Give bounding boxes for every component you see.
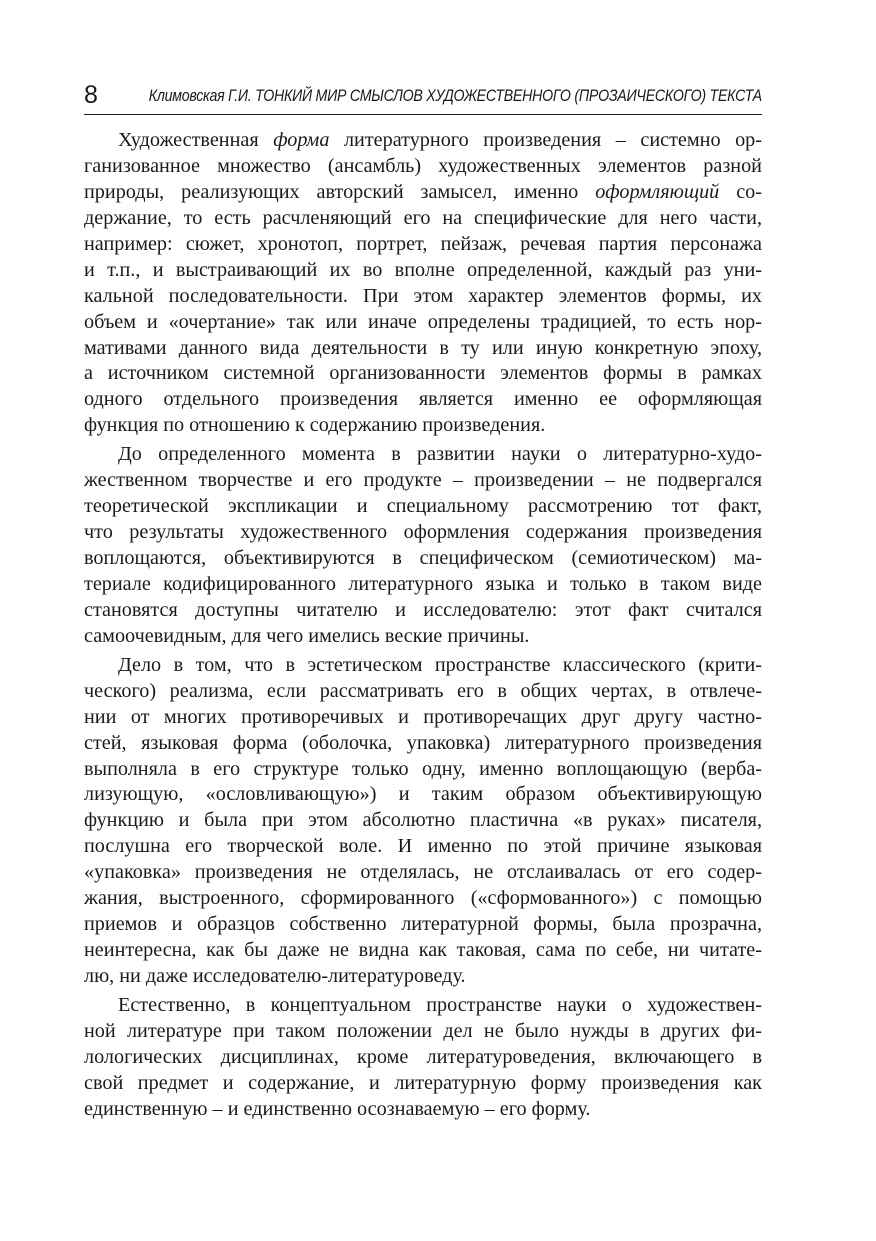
line-text: функцию и была при этом абсолютно пластична «в руках» писателя, (84, 809, 762, 832)
line-text: со- (719, 180, 762, 203)
text-line (84, 180, 762, 206)
line-text: ческого) реализма, если рассматривать его в общих чертах, в отвлече- (84, 679, 762, 702)
line-text: жания, выстроенного, сформированного («сформованного») с помощью (84, 887, 762, 910)
text-line (84, 361, 762, 387)
emphasized-term: оформляющий (595, 180, 720, 203)
text-line (84, 860, 762, 886)
line-text: держание, то есть расчленяющий его на специфические для него части, (84, 206, 762, 229)
line-text: Художественная (118, 129, 274, 151)
page-header (84, 78, 762, 114)
line-text: жественном творчестве и его продукте – произведении – не подвергался (84, 469, 762, 492)
line-text: стей, языковая форма (оболочка, упаковка) литературного произведения (84, 731, 762, 754)
line-text: лизующую, «ословливающую») и таким образом объективирующую (84, 783, 762, 806)
paragraph (84, 993, 762, 1123)
text-line (84, 520, 762, 546)
body-text (84, 128, 762, 1126)
text-line (84, 886, 762, 912)
line-text: что результаты художественного оформления содержания произведения (84, 521, 762, 544)
paragraph (84, 653, 762, 990)
text-line (84, 598, 762, 624)
line-text: лю, ни даже исследователю-литературоведу. (84, 965, 466, 987)
line-text: становятся доступны читателю и исследователю: этот факт считался (84, 598, 762, 621)
text-line (84, 624, 762, 650)
text-line (84, 494, 762, 520)
line-text: литературного произведения – системно ор- (329, 129, 763, 151)
line-text: объем и «очертание» так или иначе определены традицией, то есть нор- (84, 310, 762, 333)
line-text: ной литературе при таком положении дел не было нужды в других фи- (84, 1019, 762, 1042)
text-line (84, 284, 762, 310)
text-line (84, 258, 762, 284)
text-line (84, 468, 762, 494)
line-text: функция по отношению к содержанию произведения. (84, 414, 546, 437)
line-text: одного отдельного произведения является именно ее оформляющая (84, 388, 762, 411)
paragraph (84, 128, 762, 439)
text-line (84, 964, 762, 990)
text-line (84, 387, 762, 413)
text-line (84, 442, 762, 468)
line-text: До определенного момента в развитии науки о литературно-худо- (118, 443, 762, 466)
text-line (84, 128, 762, 154)
line-text: нии от многих противоречивых и противоречащих друг другу частно- (84, 705, 762, 728)
line-text: лологических дисциплинах, кроме литературоведения, включающего в (84, 1045, 762, 1068)
text-line (84, 1071, 762, 1097)
header-divider (84, 114, 762, 115)
text-line (84, 310, 762, 336)
line-text: природы, реализующих авторский замысел, именно (84, 180, 596, 203)
line-text: «упаковка» произведения не отделялась, не отслаивалась от его содер- (84, 861, 762, 884)
text-line (84, 679, 762, 705)
text-line (84, 1045, 762, 1071)
text-line (84, 782, 762, 808)
line-text: например: сюжет, хронотоп, портрет, пейзаж, речевая партия персонажа (84, 232, 762, 255)
text-line (84, 653, 762, 679)
line-text: единственную – и единственно осознаваемую – его форму. (84, 1097, 591, 1120)
text-line (84, 757, 762, 783)
line-text: теоретической экспликации и специальному рассмотрению тот факт, (84, 495, 762, 518)
text-line (84, 413, 762, 439)
text-line (84, 546, 762, 572)
line-text: приемов и образцов собственно литературной формы, была прозрачна, (84, 913, 762, 936)
running-title: Климовская Г.И. ТОНКИЙ МИР СМЫСЛОВ ХУДОЖЕСТВЕННОГО (ПРОЗАИЧЕСКОГО) ТЕКСТА (149, 87, 762, 105)
text-line (84, 834, 762, 860)
line-text: самоочевидным, для чего имелись веские причины. (84, 624, 530, 647)
text-line (84, 336, 762, 362)
line-text: послушна его творческой воле. И именно по этой причине языковая (84, 835, 762, 858)
line-text: мативами данного вида деятельности в ту или иную конкретную эпоху, (84, 336, 762, 359)
line-text: териале кодифицированного литературного языка и только в таком виде (84, 572, 762, 595)
line-text: выполняла в его структуре только одну, именно воплощающую (верба- (84, 757, 762, 780)
line-text: неинтересна, как бы даже не видна как таковая, сама по себе, ни читате- (84, 939, 762, 962)
text-line (84, 993, 762, 1019)
line-text: а источником системной организованности элементов формы в рамках (84, 362, 762, 385)
text-line (84, 206, 762, 232)
text-line (84, 572, 762, 598)
text-line (84, 938, 762, 964)
page-number: 8 (84, 81, 98, 109)
text-line (84, 154, 762, 180)
line-text: кальной последовательности. При этом характер элементов формы, их (84, 284, 762, 307)
text-line (84, 808, 762, 834)
line-text: Дело в том, что в эстетическом пространстве классического (крити- (118, 653, 762, 676)
line-text: воплощаются, объективируются в специфическом (семиотическом) ма- (84, 547, 762, 569)
text-line (84, 705, 762, 731)
text-line (84, 1097, 762, 1123)
text-line (84, 912, 762, 938)
line-text: Естественно, в концептуальном пространстве науки о художествен- (118, 993, 762, 1016)
line-text: ганизованное множество (ансамбль) художественных элементов разной (84, 154, 762, 177)
line-text: и т.п., и выстраивающий их во вполне определенной, каждый раз уни- (84, 258, 762, 281)
emphasized-term: форма (273, 129, 330, 151)
line-text: свой предмет и содержание, и литературную форму произведения как (84, 1071, 762, 1094)
paragraph (84, 442, 762, 650)
text-line (84, 232, 762, 258)
text-line (84, 731, 762, 757)
text-line (84, 1019, 762, 1045)
